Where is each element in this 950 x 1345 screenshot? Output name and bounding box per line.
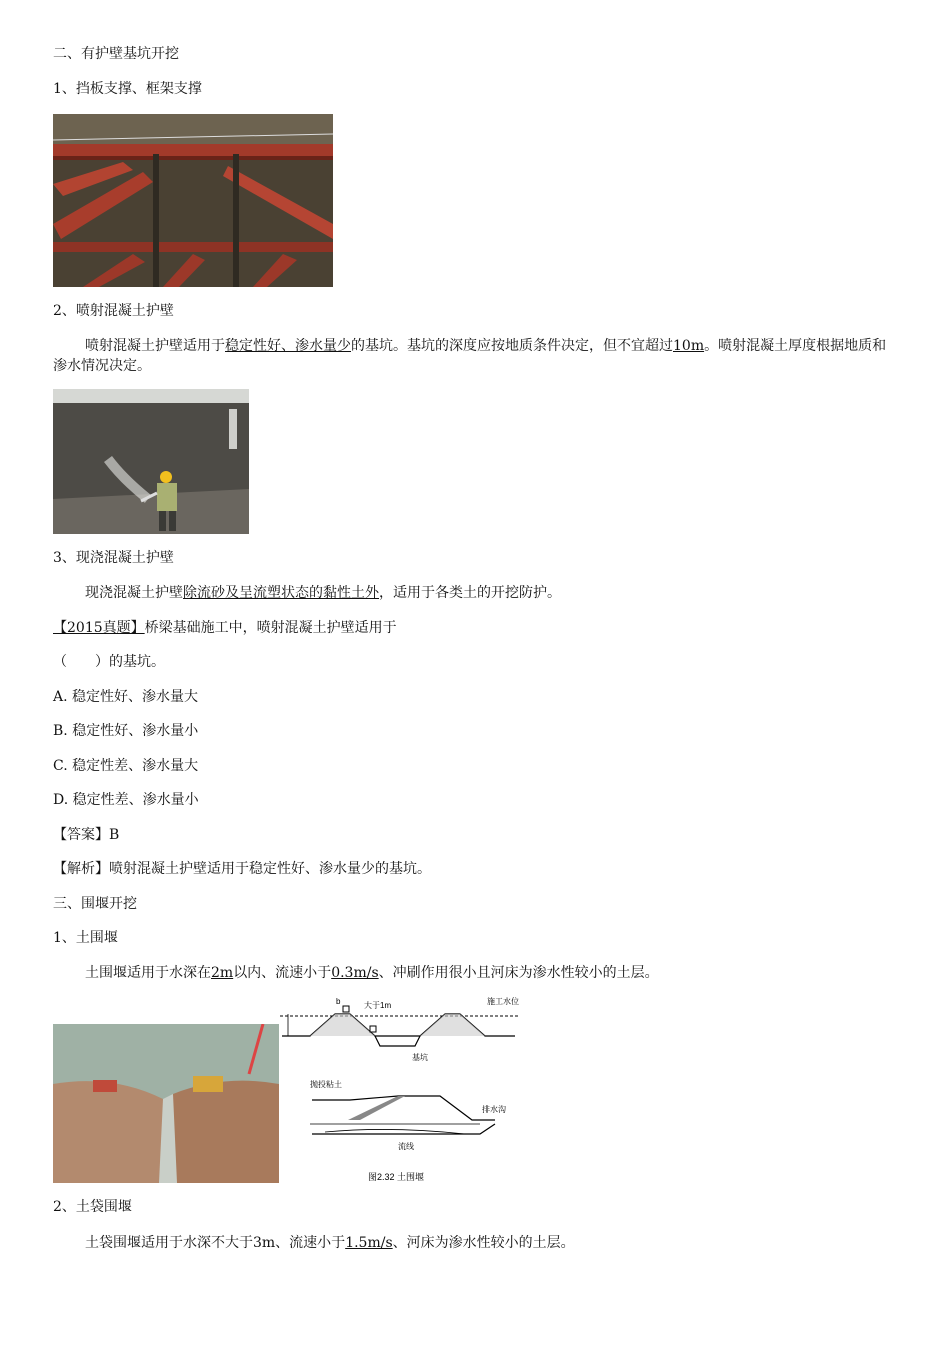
diagram-label-pit: 基坑 — [412, 1053, 428, 1062]
shotcrete-worker-photo — [53, 389, 249, 534]
steel-bracing-photo — [53, 114, 333, 287]
section-heading: 二、有护壁基坑开挖 — [53, 46, 179, 62]
question-blank: （ ）的基坑。 — [53, 654, 165, 670]
diagram-label-flow: 流线 — [398, 1142, 414, 1151]
diagram-label-drain: 排水沟 — [482, 1105, 506, 1114]
paragraph: 土袋围堰适用于水深不大于3m、流速小于1.5m/s、河床为渗水性较小的土层。 — [85, 1235, 575, 1251]
option-d: D. 稳定性差、渗水量小 — [53, 792, 199, 808]
item-heading: 2、喷射混凝土护壁 — [53, 303, 174, 319]
diagram-label-b: b — [336, 997, 341, 1006]
paragraph: 喷射混凝土护壁适用于稳定性好、渗水量少的基坑。基坑的深度应按地质条件决定，但不宜超过10m。喷射混凝土厚度根据地质和渗水情况决定。 — [53, 338, 887, 374]
question-stem: 【2015真题】桥梁基础施工中，喷射混凝土护壁适用于 — [53, 620, 397, 636]
option-b: B. 稳定性好、渗水量小 — [53, 723, 199, 739]
diagram-label-water: 施工水位 — [487, 997, 519, 1006]
diagram-caption: 图2.32 土围堰 — [368, 1172, 425, 1182]
answer: 【答案】B — [53, 827, 120, 843]
earth-cofferdam-diagram — [280, 996, 525, 1186]
paragraph: 土围堰适用于水深在2m以内、流速小于0.3m/s、冲刷作用很小且河床为渗水性较小的土层。 — [85, 965, 659, 981]
diagram-label-width: 大于1m — [364, 1001, 392, 1010]
section-heading: 三、围堰开挖 — [53, 896, 137, 912]
diagram-label-clay: 抛投粘土 — [310, 1080, 342, 1089]
earth-cofferdam-photo — [53, 1024, 279, 1183]
item-heading: 2、土袋围堰 — [53, 1199, 132, 1215]
item-heading: 1、挡板支撑、框架支撑 — [53, 81, 202, 97]
item-heading: 3、现浇混凝土护壁 — [53, 550, 174, 566]
item-heading: 1、土围堰 — [53, 930, 118, 946]
option-c: C. 稳定性差、渗水量大 — [53, 758, 199, 774]
paragraph: 现浇混凝土护壁除流砂及呈流塑状态的黏性土外，适用于各类土的开挖防护。 — [85, 585, 561, 601]
option-a: A. 稳定性好、渗水量大 — [53, 689, 199, 705]
analysis: 【解析】喷射混凝土护壁适用于稳定性好、渗水量少的基坑。 — [53, 861, 431, 877]
